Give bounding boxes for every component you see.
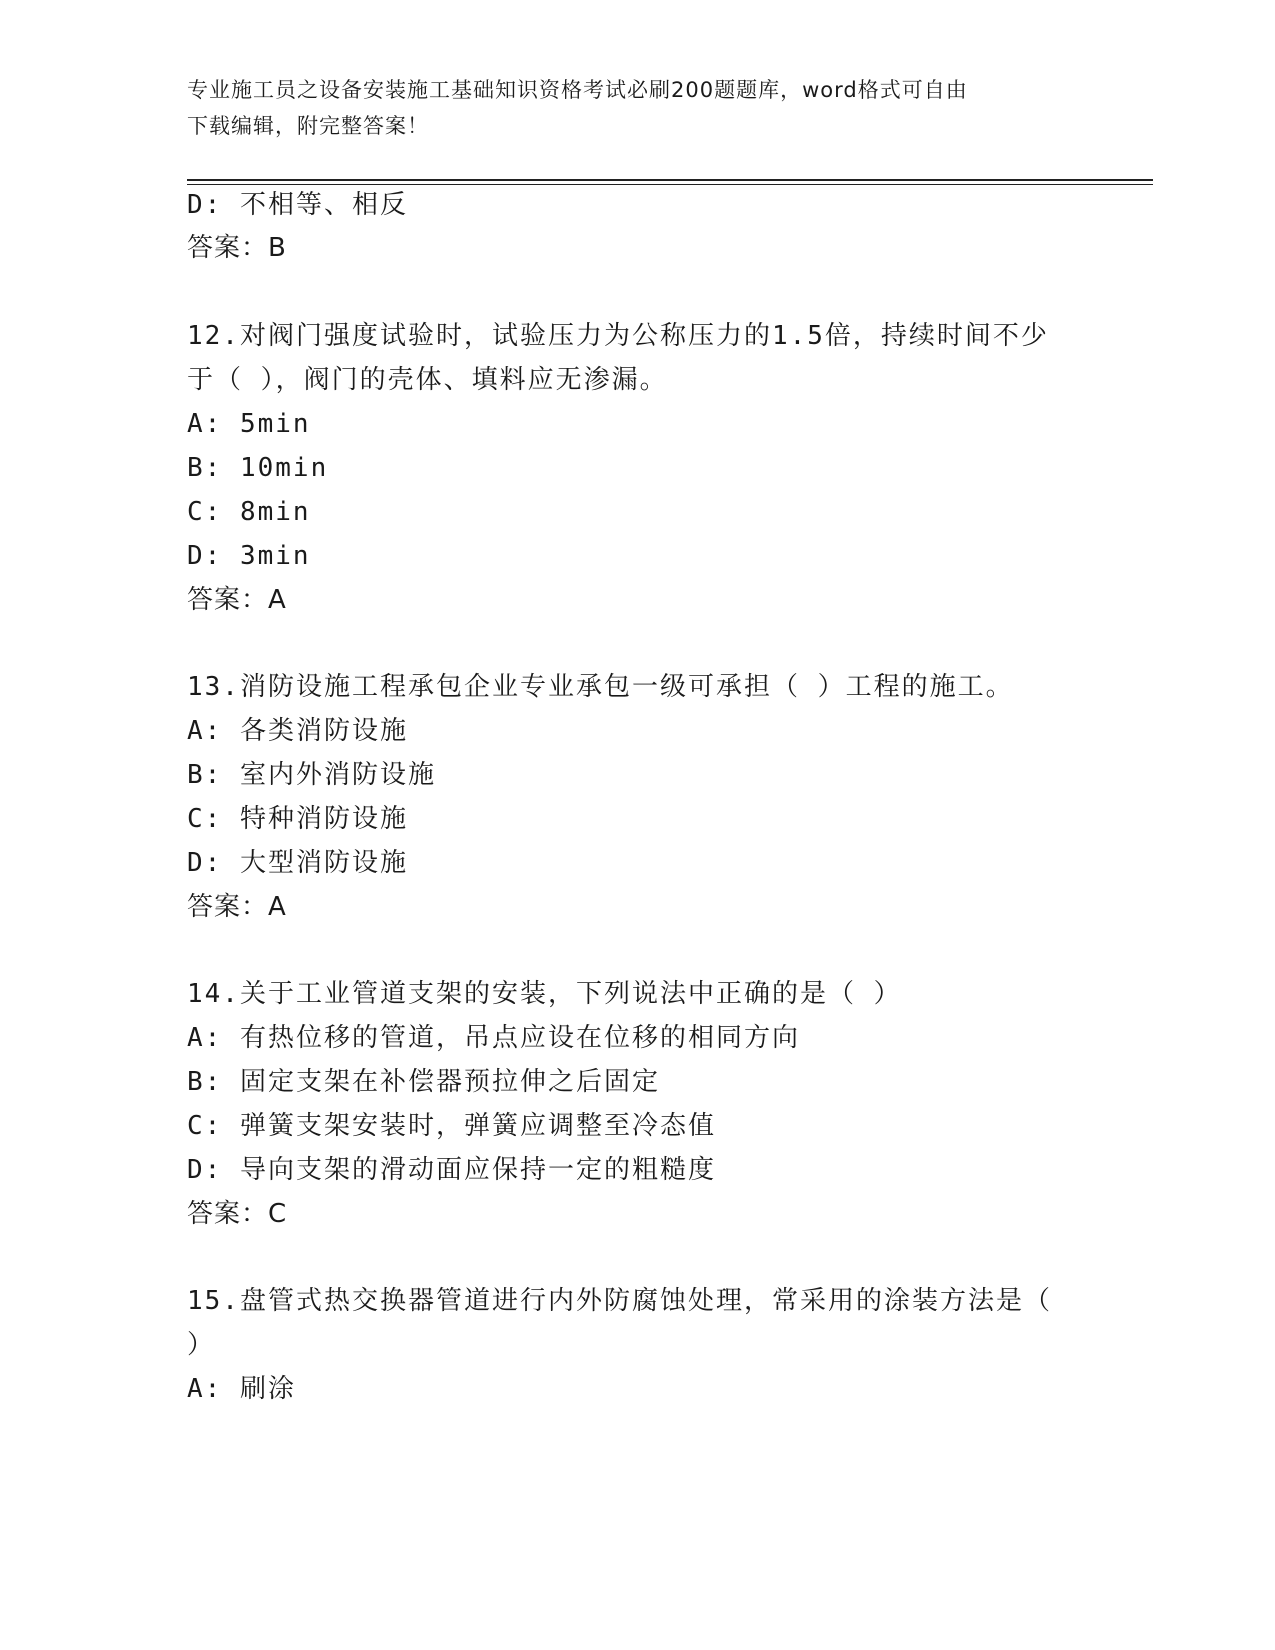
q13-option-c: C: 特种消防设施	[187, 804, 408, 834]
q12-answer: 答案：A	[187, 585, 287, 615]
q12-option-c: C: 8min	[187, 497, 311, 527]
q14-answer: 答案：C	[187, 1199, 288, 1229]
q12-stem-line-2: 于（ ），阀门的壳体、填料应无渗漏。	[187, 365, 668, 395]
document-header	[187, 72, 1087, 144]
q13-answer: 答案：A	[187, 892, 287, 922]
q12-stem-line-1: 12.对阀门强度试验时，试验压力为公称压力的1.5倍，持续时间不少	[187, 321, 1049, 351]
q13-option-b: B: 室内外消防设施	[187, 760, 436, 790]
q12-option-a: A: 5min	[187, 409, 311, 439]
prev-answer: 答案：B	[187, 233, 287, 263]
q15-stem-line-1: 15.盘管式热交换器管道进行内外防腐蚀处理，常采用的涂装方法是（	[187, 1286, 1052, 1316]
prev-option-d: D: 不相等、相反	[187, 190, 408, 220]
q14-option-a: A: 有热位移的管道，吊点应设在位移的相同方向	[187, 1023, 800, 1053]
q13-option-d: D: 大型消防设施	[187, 848, 408, 878]
header-line-2: 下载编辑，附完整答案！	[187, 114, 429, 138]
q14-stem-line-1: 14.关于工业管道支架的安装，下列说法中正确的是（ ）	[187, 979, 902, 1009]
q14-option-b: B: 固定支架在补偿器预拉伸之后固定	[187, 1067, 660, 1097]
q14-option-d: D: 导向支架的滑动面应保持一定的粗糙度	[187, 1155, 716, 1185]
q12-option-b: B: 10min	[187, 453, 329, 483]
q13-option-a: A: 各类消防设施	[187, 716, 408, 746]
q15-option-a: A: 刷涂	[187, 1374, 296, 1404]
header-rule-thick	[187, 179, 1153, 181]
q12-option-d: D: 3min	[187, 541, 311, 571]
q15-stem-line-2: ）	[187, 1330, 216, 1360]
header-line-1: 专业施工员之设备安装施工基础知识资格考试必刷200题题库，word格式可自由	[187, 78, 968, 102]
q14-option-c: C: 弹簧支架安装时，弹簧应调整至冷态值	[187, 1111, 716, 1141]
q13-stem-line-1: 13.消防设施工程承包企业专业承包一级可承担（ ）工程的施工。	[187, 672, 1014, 702]
